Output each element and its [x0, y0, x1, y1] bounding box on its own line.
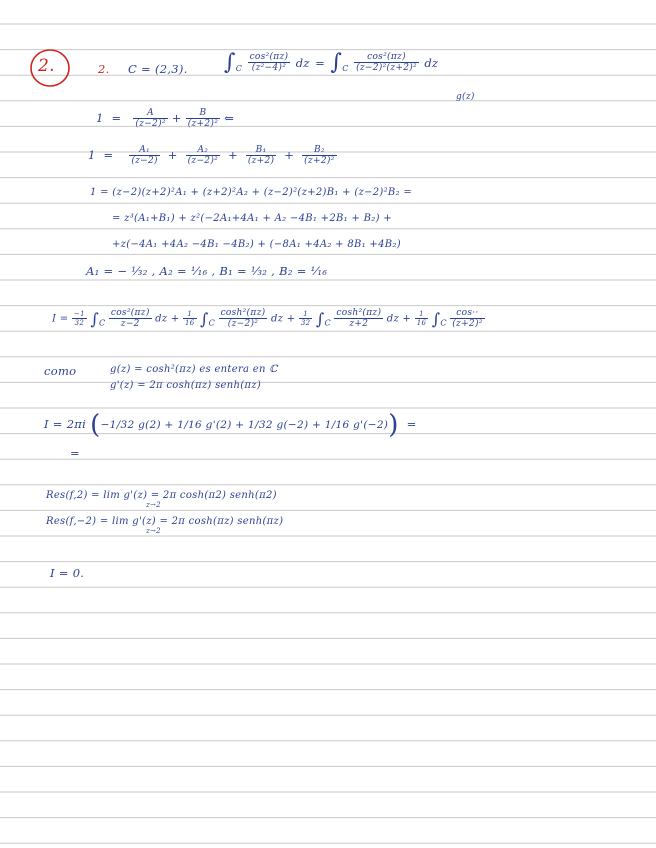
term-1	[109, 308, 152, 330]
equals-sign: =	[103, 147, 114, 162]
numerator: cosh²(πz)	[220, 308, 266, 318]
coefficient-3: $\frac{1}{32}$	[300, 310, 311, 328]
denominator: (z+2)²	[452, 319, 483, 330]
expansion-line-5: +z(−4A₁ +4A₂ −4B₁ −4B₂) + (−8A₁ +4A₂ + 8B₁ +4B₂)	[112, 239, 401, 250]
integrand-numerator: cos²(πz)	[354, 52, 419, 63]
residue-at-minus-2-limit: z→2	[146, 527, 161, 535]
residue-sum-body: −1/32 g(2) + 1/16 g'(2) + 1/32 g(−2) + 1/16 g'(−2)	[100, 419, 389, 431]
g-label-under: g(z)	[456, 92, 475, 102]
numerator: A₂	[186, 145, 220, 156]
statement-setup: C = (2,3).	[128, 62, 188, 76]
fraction-a1	[129, 145, 160, 167]
residue-at-minus-2: Res(f,−2) = lim g'(z) = 2π cosh(πz) senh(πz)	[46, 516, 284, 527]
denominator: (z+2)²	[187, 119, 219, 130]
integrand-fraction	[248, 52, 291, 74]
final-result: I = 0.	[50, 566, 85, 580]
lhs: I = 2πi	[44, 417, 87, 431]
integral-decomposition: I = $\frac{-1}{32}$ $\int_C$ $\frac{\text{cos²(πz)}}{z-2}$ dz + $\frac{1}{16}$ $\int_C$ $\frac{\text{cosh²(πz)}}{\text{(z−2)²}}$ dz + $\frac{1}{32}$ $\int_C$ $\frac{\text{cosh²(πz)}}{z+2}$ dz + $\frac{1}{16}$ $\int_C$ $\frac{\cos\cdot\cdot}{\text{(z+2)²}}$	[52, 308, 483, 330]
numerator: B	[186, 108, 220, 119]
integrand-denominator: (z²−4)²	[251, 63, 287, 73]
expansion-line-3: 1 = (z−2)(z+2)²A₁ + (z+2)²A₂ + (z−2)²(z+2)B₁ + (z−2)²B₂ =	[90, 187, 413, 198]
coefficient-1: $\frac{-1}{32}$	[73, 310, 85, 328]
coefficient-2: $\frac{1}{16}$	[185, 310, 195, 328]
plus-sign: +	[171, 110, 182, 125]
expansion-line-4: = z³(A₁+B₁) + z²(−2A₁+4A₁ + A₂ −4B₁ +2B₁ + B₂) +	[112, 213, 392, 224]
fraction-a	[133, 108, 167, 130]
term-3	[334, 308, 383, 330]
integral-sign: ∫	[224, 50, 236, 75]
denominator: (z−2)	[131, 156, 158, 167]
numerator: cosh²(πz)	[336, 308, 382, 318]
numerator: cos··	[450, 308, 484, 319]
equals-sign: =	[111, 110, 122, 125]
integral-sign: ∫	[200, 309, 209, 329]
problem-mark-label: 2.	[38, 56, 55, 76]
coefficients-line: A₁ = − ⅓₂ , A₂ = ⅟₁₆ , B₁ = ⅓₂ , B₂ = ⅟₁₆	[86, 264, 328, 278]
g-definition: g(z) = cosh²(πz) es entera en ℂ	[110, 364, 278, 375]
fraction-a2	[186, 145, 220, 167]
integral-sign: ∫	[90, 309, 99, 329]
integrand-fraction-factored	[354, 52, 419, 74]
g-prime-definition: g'(z) = 2π cosh(πz) senh(πz)	[110, 380, 262, 391]
residue-at-2-limit: z→2	[146, 501, 161, 509]
lhs: 1	[96, 110, 104, 125]
implies-arrow: ⇐	[224, 110, 235, 125]
denominator: (z+2)²	[304, 156, 335, 167]
statement-integral-1	[224, 50, 438, 75]
partial-fraction-line-2: 1 = $\frac{\text{A₁}}{(z-2)}$ + $\frac{\text{A₂}}{\text{(z−2)²}}$ + $\frac{\text{B₁}}{(z+2)}$ + $\frac{\text{B₂}}{\text{(z+2)²}}$	[88, 145, 335, 167]
partial-fraction-line-1	[96, 108, 234, 130]
denominator: (z+2)	[247, 156, 275, 167]
denominator: z−2	[120, 319, 140, 330]
numerator: A₁	[129, 145, 160, 156]
lhs: I =	[52, 313, 69, 325]
residue-sum-line	[44, 410, 417, 440]
integrand-denominator: (z−2)²(z+2)²	[356, 63, 417, 73]
fraction-b	[186, 108, 220, 130]
problem-number: 2.	[98, 62, 110, 76]
coefficient-4: $\frac{1}{16}$	[416, 310, 427, 328]
differential: dz	[270, 313, 284, 325]
contour-label: C	[342, 64, 349, 73]
numerator: cos²(πz)	[110, 308, 150, 318]
como-word: como	[44, 364, 77, 378]
integral-sign: ∫	[315, 309, 325, 329]
contour-label: C	[235, 64, 243, 73]
denominator: (z−2)²	[135, 119, 166, 130]
differential: dz	[424, 56, 439, 70]
denominator: (z−2)²	[187, 156, 219, 167]
differential: dz	[155, 313, 168, 325]
numerator: B₁	[246, 145, 277, 156]
fraction-b1	[246, 145, 277, 167]
denominator: (z−2)²	[227, 319, 259, 330]
differential: dz	[386, 313, 400, 325]
term-2	[219, 308, 268, 330]
differential: dz	[295, 56, 310, 70]
lone-equals: =	[70, 446, 80, 460]
lhs: 1	[88, 147, 96, 162]
numerator: B₂	[302, 145, 336, 156]
integral-sign: ∫	[431, 309, 441, 329]
right-paren: )	[388, 410, 399, 440]
fraction-b2	[302, 145, 336, 167]
equals-sign: =	[315, 56, 326, 70]
numerator: A	[133, 108, 167, 119]
denominator: z+2	[349, 319, 369, 330]
equals-sign: =	[406, 417, 417, 431]
term-4	[450, 308, 484, 330]
left-paren: (	[90, 410, 101, 440]
residue-at-2: Res(f,2) = lim g'(z) = 2π cosh(π2) senh(π2)	[46, 490, 277, 501]
integral-sign: ∫	[330, 50, 343, 75]
integrand-numerator: cos²(πz)	[249, 51, 289, 62]
